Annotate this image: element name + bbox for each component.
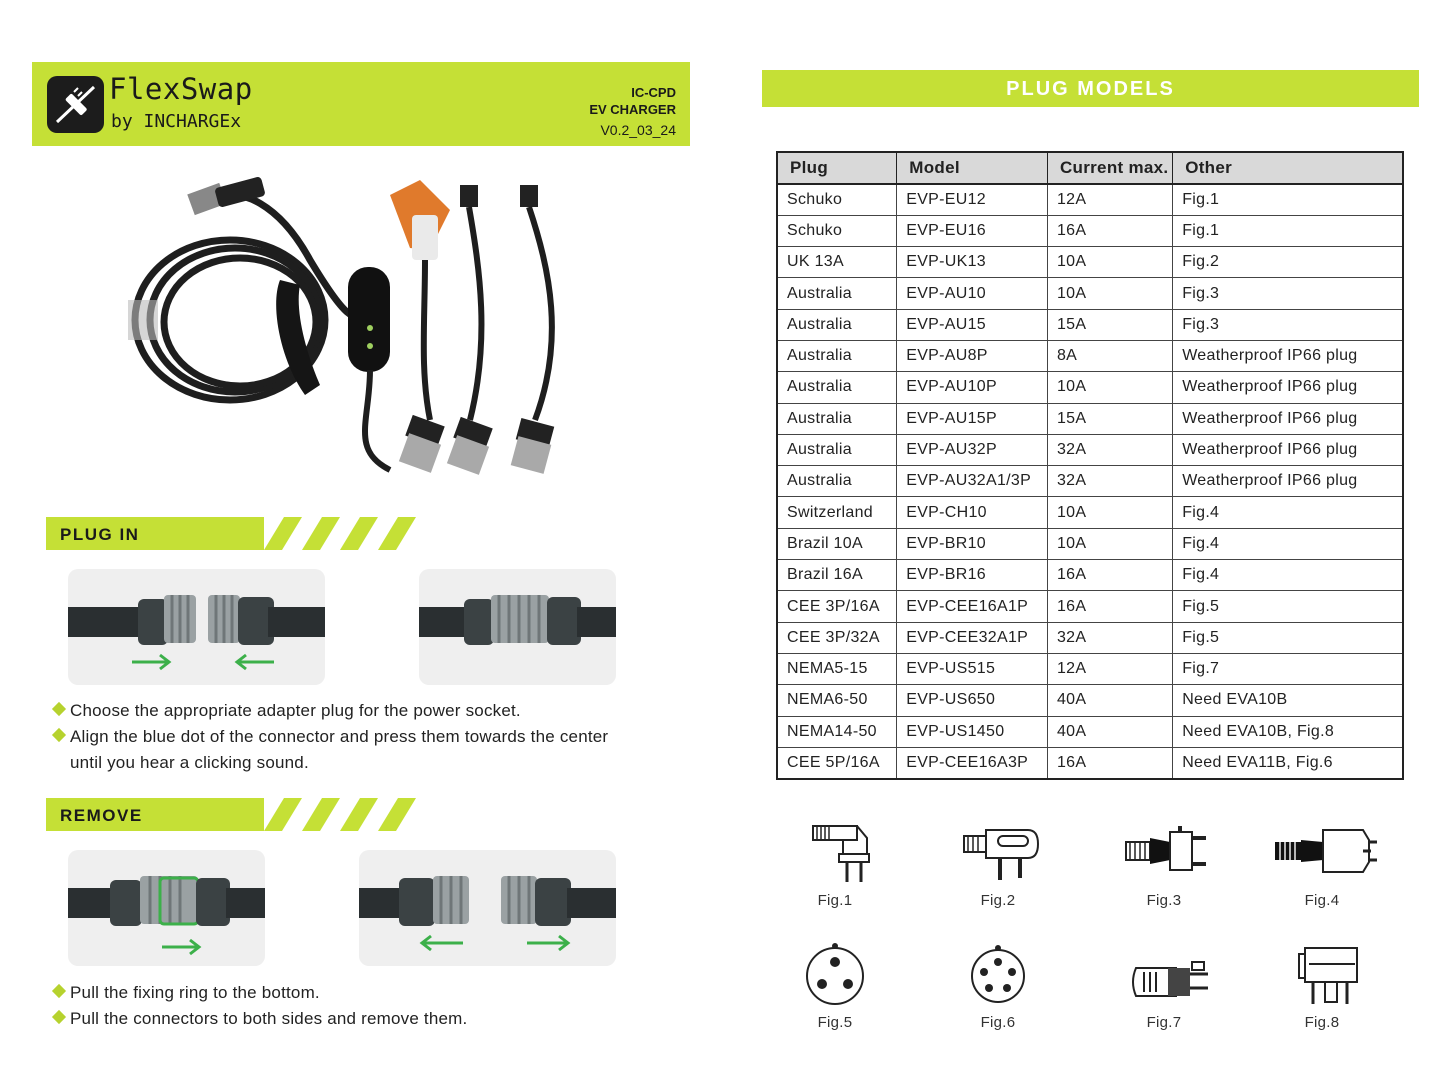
remove-step-2: Pull the connectors to both sides and remove them. bbox=[52, 1006, 467, 1032]
arrow-right-icon bbox=[132, 655, 169, 669]
table-row bbox=[777, 309, 1403, 340]
plug-in-banner bbox=[46, 517, 376, 550]
table-row bbox=[777, 466, 1403, 497]
current-cell: 40A bbox=[1047, 685, 1172, 716]
model-cell: EVP-US650 bbox=[897, 685, 1048, 716]
table-row bbox=[777, 716, 1403, 747]
header-banner bbox=[32, 62, 690, 146]
model-cell: EVP-BR10 bbox=[897, 528, 1048, 559]
current-cell: 8A bbox=[1047, 340, 1172, 371]
remove-instructions bbox=[52, 980, 467, 1032]
diamond-bullet-icon bbox=[52, 1010, 66, 1024]
plug-cell: NEMA14-50 bbox=[777, 716, 897, 747]
model-cell: EVP-BR16 bbox=[897, 560, 1048, 591]
table-row bbox=[777, 278, 1403, 309]
plug-in-step-2-continued: until you hear a clicking sound. bbox=[70, 753, 309, 772]
table-row bbox=[777, 247, 1403, 278]
plug-cell: Australia bbox=[777, 309, 897, 340]
plug-in-step-2: Align the blue dot of the connector and press them towards the center bbox=[52, 724, 608, 750]
other-cell: Weatherproof IP66 plug bbox=[1173, 434, 1403, 465]
figure-7-caption: Fig.7 bbox=[1146, 1014, 1182, 1031]
arrow-right-icon bbox=[162, 940, 199, 954]
plug-cell: CEE 5P/16A bbox=[777, 747, 897, 778]
plug-cell: NEMA5-15 bbox=[777, 653, 897, 684]
other-cell: Fig.3 bbox=[1173, 278, 1403, 309]
column-header-other: Other bbox=[1173, 152, 1403, 184]
other-cell: Fig.3 bbox=[1173, 309, 1403, 340]
model-cell: EVP-AU32A1/3P bbox=[897, 466, 1048, 497]
other-cell: Weatherproof IP66 plug bbox=[1173, 372, 1403, 403]
plug-cell: Australia bbox=[777, 403, 897, 434]
other-cell: Fig.4 bbox=[1173, 497, 1403, 528]
table-row bbox=[777, 434, 1403, 465]
table-row bbox=[777, 685, 1403, 716]
figure-8-caption: Fig.8 bbox=[1304, 1014, 1340, 1031]
figure-1-caption: Fig.1 bbox=[817, 892, 853, 909]
figure-2 bbox=[938, 818, 1058, 909]
other-cell: Weatherproof IP66 plug bbox=[1173, 340, 1403, 371]
cee-5pin-socket-icon bbox=[963, 942, 1033, 1008]
swiss-brazil-plug-icon bbox=[1267, 818, 1377, 886]
current-cell: 10A bbox=[1047, 278, 1172, 309]
plug-cell: Australia bbox=[777, 278, 897, 309]
other-cell: Fig.1 bbox=[1173, 215, 1403, 246]
plug-cell: CEE 3P/16A bbox=[777, 591, 897, 622]
other-cell: Fig.7 bbox=[1173, 653, 1403, 684]
table-row bbox=[777, 591, 1403, 622]
plug-cell: UK 13A bbox=[777, 247, 897, 278]
plug-cell: Schuko bbox=[777, 184, 897, 215]
current-cell: 10A bbox=[1047, 497, 1172, 528]
other-cell: Need EVA10B bbox=[1173, 685, 1403, 716]
column-header-model: Model bbox=[897, 152, 1048, 184]
remove-title: REMOVE bbox=[60, 806, 143, 825]
banner-stripes-icon bbox=[246, 798, 426, 831]
figure-4-caption: Fig.4 bbox=[1304, 892, 1340, 909]
other-cell: Need EVA11B, Fig.6 bbox=[1173, 747, 1403, 778]
figure-1 bbox=[775, 818, 895, 909]
model-cell: EVP-EU12 bbox=[897, 184, 1048, 215]
model-cell: EVP-AU32P bbox=[897, 434, 1048, 465]
remove-photo-ring bbox=[68, 850, 265, 966]
plug-cell: Switzerland bbox=[777, 497, 897, 528]
figure-7 bbox=[1104, 942, 1224, 1031]
figure-2-caption: Fig.2 bbox=[980, 892, 1016, 909]
product-type-line2: EV CHARGER bbox=[589, 102, 676, 117]
brand-name: FlexSwap bbox=[109, 72, 253, 106]
schuko-plug-icon bbox=[795, 818, 875, 886]
product-photo bbox=[120, 170, 590, 500]
table-row bbox=[777, 372, 1403, 403]
current-cell: 32A bbox=[1047, 434, 1172, 465]
table-row bbox=[777, 747, 1403, 778]
table-row bbox=[777, 528, 1403, 559]
plug-models-table bbox=[776, 151, 1404, 780]
remove-step-1: Pull the fixing ring to the bottom. bbox=[52, 980, 467, 1006]
diamond-bullet-icon bbox=[52, 702, 66, 716]
other-cell: Fig.4 bbox=[1173, 560, 1403, 591]
table-row bbox=[777, 184, 1403, 215]
other-cell: Fig.5 bbox=[1173, 622, 1403, 653]
figure-6-caption: Fig.6 bbox=[980, 1014, 1016, 1031]
current-cell: 16A bbox=[1047, 747, 1172, 778]
figure-5-caption: Fig.5 bbox=[817, 1014, 853, 1031]
table-row bbox=[777, 215, 1403, 246]
other-cell: Fig.4 bbox=[1173, 528, 1403, 559]
current-cell: 40A bbox=[1047, 716, 1172, 747]
model-cell: EVP-UK13 bbox=[897, 247, 1048, 278]
other-cell: Fig.2 bbox=[1173, 247, 1403, 278]
flexswap-logo-icon bbox=[47, 76, 104, 133]
figure-3 bbox=[1104, 818, 1224, 909]
model-cell: EVP-EU16 bbox=[897, 215, 1048, 246]
brand-subtitle: by INCHARGEx bbox=[111, 111, 242, 132]
uk-plug-icon bbox=[948, 818, 1048, 886]
current-cell: 16A bbox=[1047, 560, 1172, 591]
remove-photo-apart bbox=[359, 850, 616, 966]
nema-5-15-plug-icon bbox=[1114, 942, 1214, 1008]
current-cell: 10A bbox=[1047, 247, 1172, 278]
model-cell: EVP-US515 bbox=[897, 653, 1048, 684]
figure-6 bbox=[938, 942, 1058, 1031]
arrow-left-icon bbox=[237, 655, 274, 669]
arrow-right-icon bbox=[527, 936, 568, 950]
plug-in-photo-connected bbox=[419, 569, 616, 685]
model-cell: EVP-AU10P bbox=[897, 372, 1048, 403]
plug-in-photo-apart bbox=[68, 569, 325, 685]
other-cell: Weatherproof IP66 plug bbox=[1173, 466, 1403, 497]
banner-stripes-icon bbox=[246, 517, 426, 550]
current-cell: 16A bbox=[1047, 591, 1172, 622]
model-cell: EVP-CEE32A1P bbox=[897, 622, 1048, 653]
column-header-plug: Plug bbox=[777, 152, 897, 184]
diamond-bullet-icon bbox=[52, 728, 66, 742]
plug-cell: Schuko bbox=[777, 215, 897, 246]
current-cell: 12A bbox=[1047, 184, 1172, 215]
other-cell: Fig.1 bbox=[1173, 184, 1403, 215]
table-row bbox=[777, 622, 1403, 653]
product-type-line1: IC-CPD bbox=[631, 85, 676, 100]
version-label: V0.2_03_24 bbox=[600, 122, 676, 138]
table-header-row bbox=[777, 152, 1403, 184]
remove-banner bbox=[46, 798, 376, 831]
diamond-bullet-icon bbox=[52, 984, 66, 998]
current-cell: 32A bbox=[1047, 466, 1172, 497]
figure-8 bbox=[1262, 942, 1382, 1031]
figure-3-caption: Fig.3 bbox=[1146, 892, 1182, 909]
plug-in-instructions bbox=[52, 698, 608, 776]
figure-5 bbox=[775, 942, 895, 1031]
plug-cell: Australia bbox=[777, 434, 897, 465]
current-cell: 16A bbox=[1047, 215, 1172, 246]
model-cell: EVP-CEE16A1P bbox=[897, 591, 1048, 622]
figure-4 bbox=[1262, 818, 1382, 909]
plug-cell: Australia bbox=[777, 466, 897, 497]
current-cell: 15A bbox=[1047, 309, 1172, 340]
plug-in-step-1: Choose the appropriate adapter plug for the power socket. bbox=[52, 698, 608, 724]
model-cell: EVP-AU15P bbox=[897, 403, 1048, 434]
model-cell: EVP-AU8P bbox=[897, 340, 1048, 371]
plug-in-title: PLUG IN bbox=[60, 525, 140, 544]
column-header-current: Current max. bbox=[1047, 152, 1172, 184]
current-cell: 15A bbox=[1047, 403, 1172, 434]
other-cell: Weatherproof IP66 plug bbox=[1173, 403, 1403, 434]
model-cell: EVP-AU15 bbox=[897, 309, 1048, 340]
table-row bbox=[777, 403, 1403, 434]
current-cell: 32A bbox=[1047, 622, 1172, 653]
plug-cell: Australia bbox=[777, 372, 897, 403]
current-cell: 10A bbox=[1047, 528, 1172, 559]
plug-cell: NEMA6-50 bbox=[777, 685, 897, 716]
model-cell: EVP-CEE16A3P bbox=[897, 747, 1048, 778]
model-cell: EVP-CH10 bbox=[897, 497, 1048, 528]
product-info bbox=[589, 84, 676, 140]
table-row bbox=[777, 340, 1403, 371]
arrow-left-icon bbox=[422, 936, 463, 950]
model-cell: EVP-AU10 bbox=[897, 278, 1048, 309]
other-cell: Need EVA10B, Fig.8 bbox=[1173, 716, 1403, 747]
australia-plug-icon bbox=[1114, 818, 1214, 886]
plug-cell: Australia bbox=[777, 340, 897, 371]
plug-cell: Brazil 16A bbox=[777, 560, 897, 591]
table-row bbox=[777, 497, 1403, 528]
plug-cell: Brazil 10A bbox=[777, 528, 897, 559]
current-cell: 12A bbox=[1047, 653, 1172, 684]
plug-models-title: PLUG MODELS bbox=[762, 70, 1419, 107]
other-cell: Fig.5 bbox=[1173, 591, 1403, 622]
cee-3pin-socket-icon bbox=[800, 942, 870, 1008]
current-cell: 10A bbox=[1047, 372, 1172, 403]
plug-cell: CEE 3P/32A bbox=[777, 622, 897, 653]
table-row bbox=[777, 560, 1403, 591]
model-cell: EVP-US1450 bbox=[897, 716, 1048, 747]
nema-14-50-plug-icon bbox=[1277, 942, 1367, 1008]
table-row bbox=[777, 653, 1403, 684]
